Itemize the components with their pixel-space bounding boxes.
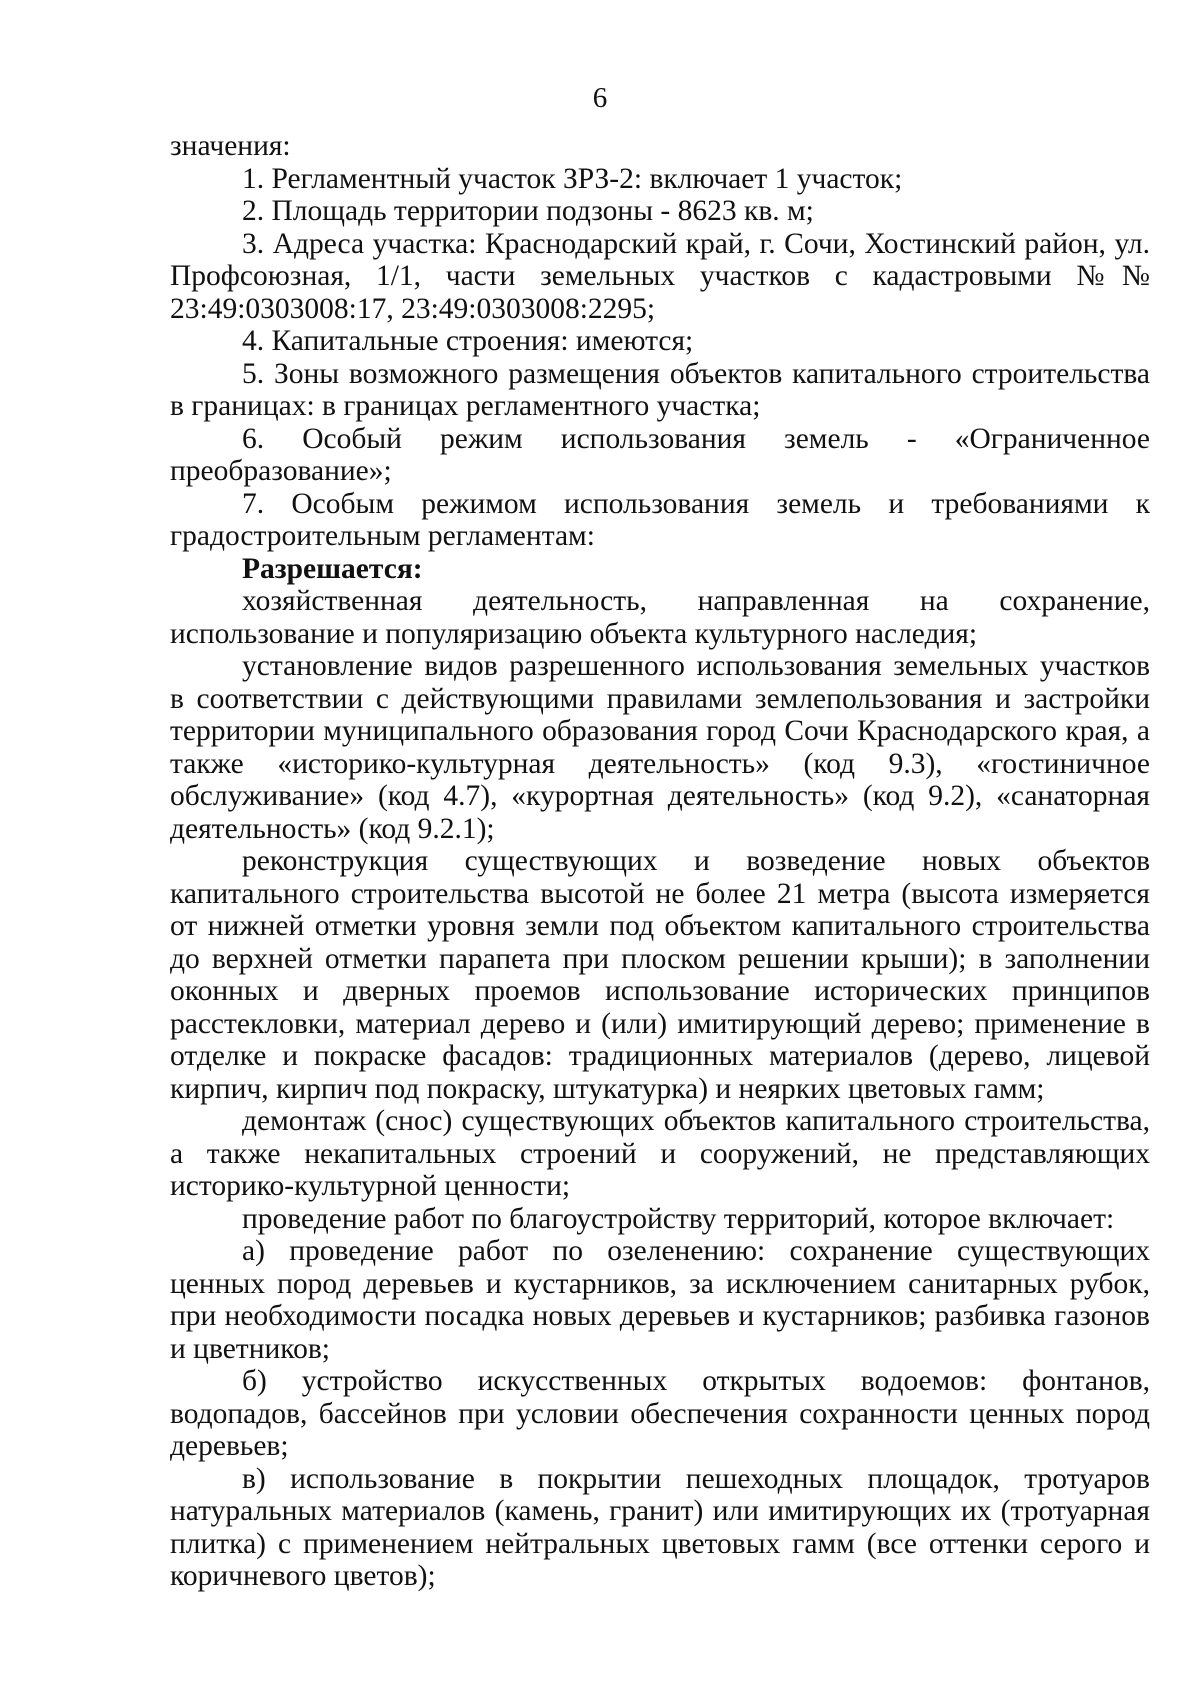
item-3: 3. Адреса участка: Краснодарский край, г. Сочи, Хостинский район, ул. Профсоюзная, 1/1, части земельных участков с кадастровыми №№ 23:49:0303008:17, 23:49:0303008:2295; (170, 227, 1150, 325)
intro-text: значения: (170, 130, 291, 162)
allowed-heading: Разрешается: (242, 552, 423, 585)
item-2: 2. Площадь территории подзоны - 8623 кв. м; (242, 195, 814, 227)
item-4: 4. Капитальные строения: имеются; (242, 325, 694, 357)
page-number: 6 (592, 82, 608, 114)
allowed-item-1: хозяйственная деятельность, направленная на сохранение, использование и популяризацию объекта культурного наследия; (170, 585, 1150, 650)
item-6: 6. Особый режим использования земель - «Ограниченное преобразование»; (170, 422, 1150, 487)
item-1: 1. Регламентный участок ЗРЗ-2: включает 1 участок; (242, 162, 903, 195)
document-body (170, 130, 1150, 1593)
allowed-item-2: установление видов разрешенного использования земельных участков в соответствии с действующими правилами землепользования и застройки территории муниципального образования город Сочи Краснодарского края, а также «историко-культурная деятельность» (код 9.3), «гостиничное обслуживание» (код 4.7), «курортная деятельность» (код 9.2), «санаторная деятельность» (код 9.2.1); (170, 650, 1150, 845)
allowed-item-3: реконструкция существующих и возведение новых объектов капитального строительства высотой не более 21 метра (высота измеряется от нижней отметки уровня земли под объектом капитального строительства до верхней отметки парапета при плоском решении крыши); в заполнении оконных и дверных проемов использование исторических принципов расстекловки, материал дерево и (или) имитирующий дерево; применение в отделке и покраске фасадов: традиционных материалов (дерево, лицевой кирпич, кирпич под покраску, штукатурка) и неярких цветовых гамм; (170, 845, 1150, 1105)
allowed-item-5: проведение работ по благоустройству территорий, которое включает: (242, 1202, 1115, 1235)
allowed-item-7: б) устройство искусственных открытых водоемов: фонтанов, водопадов, бассейнов при условии обеспечения сохранности ценных пород деревьев; (170, 1365, 1150, 1462)
item-7: 7. Особым режимом использования земель и требованиями к градостроительным регламентам: (170, 487, 1150, 552)
allowed-item-6: а) проведение работ по озеленению: сохранение существующих ценных пород деревьев и кустарников, за исключением санитарных рубок, при необходимости посадка новых деревьев и кустарников; разбивка газонов и цветников; (170, 1235, 1150, 1365)
item-5: 5. Зоны возможного размещения объектов капитального строительства в границах: в границах регламентного участка; (170, 357, 1150, 422)
allowed-item-4: демонтаж (снос) существующих объектов капитального строительства, а также некапитальных строений и сооружений, не представляющих историко-культурной ценности; (170, 1105, 1150, 1202)
allowed-item-8: в) использование в покрытии пешеходных площадок, тротуаров натуральных материалов (камень, гранит) или имитирующих их (тротуарная плитка) с применением нейтральных цветовых гамм (все оттенки серого и коричневого цветов); (170, 1462, 1150, 1592)
